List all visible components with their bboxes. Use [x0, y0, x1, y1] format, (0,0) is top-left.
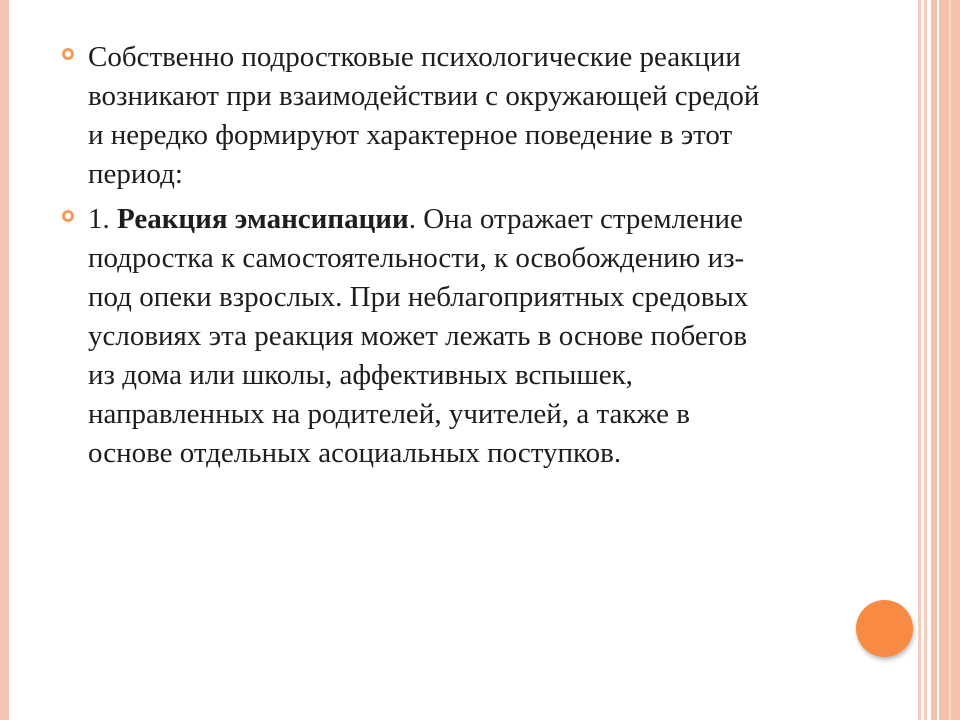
- right-stripe-decoration: [924, 0, 927, 720]
- orange-circle-decoration: [856, 600, 913, 657]
- ring-bullet-icon: [62, 48, 74, 60]
- paragraph-bold-term: Реакция эмансипации: [117, 203, 409, 235]
- ring-bullet-icon: [62, 210, 74, 222]
- right-stripe-decoration: [949, 0, 951, 720]
- slide-content: [56, 38, 776, 479]
- right-stripe-decoration: [931, 0, 937, 720]
- bullet-paragraph-intro: [56, 38, 776, 194]
- left-border-decoration: [0, 0, 9, 720]
- paragraph-prefix: 1.: [88, 203, 117, 235]
- bullet-paragraph-emancipation: [56, 200, 776, 473]
- paragraph-text: Собственно подростковые психологические реакции возникают при взаимодействии с окружающей средой и нередко формируют характерное поведение в этот период:: [88, 41, 760, 190]
- paragraph-text: . Она отражает стремление подростка к самостоятельности, к освобождению из-под опеки взрослых. При неблагоприятных средовых условиях эта реакция может лежать в основе побегов из дома или школы, аффективных вспышек, направленных на родителей, учителей, а также в основе отдельных асоциальных поступков.: [88, 203, 749, 469]
- right-stripe-decoration: [918, 0, 921, 720]
